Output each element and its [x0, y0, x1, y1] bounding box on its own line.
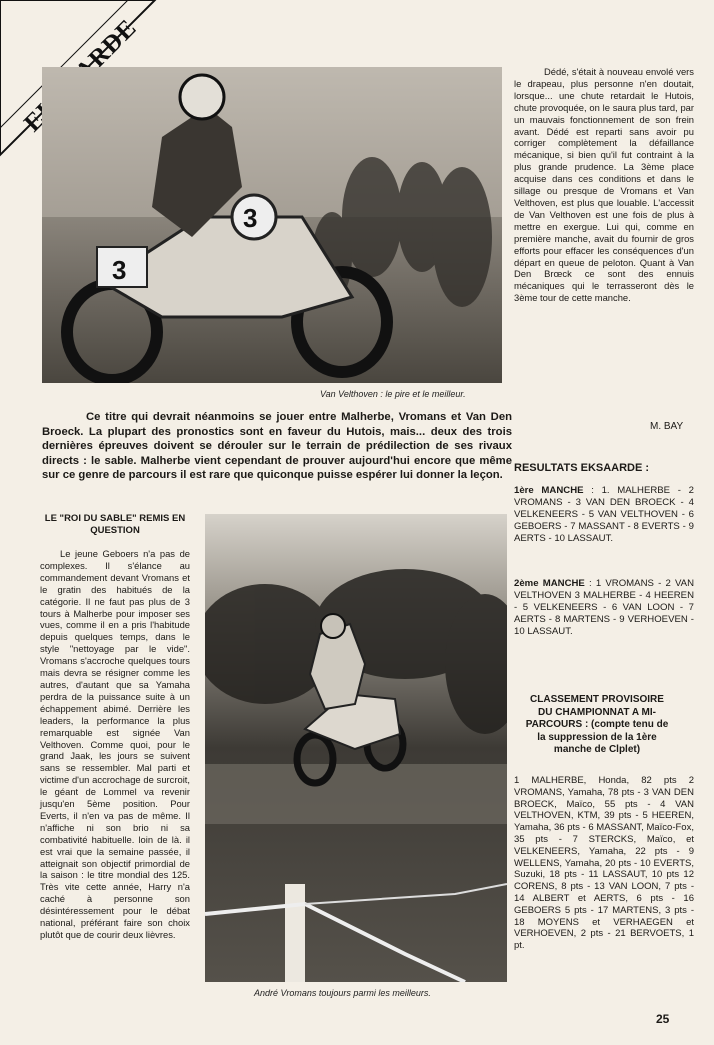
top-photo-caption: Van Velthoven : le pire et le meilleur. [320, 389, 466, 399]
bottom-photo-motocross [205, 514, 507, 982]
signature: M. BAY [650, 421, 684, 432]
svg-text:3: 3 [243, 203, 258, 233]
manche-1-text: : 1. MALHERBE - 2 VROMANS - 3 VAN DEN BROECK - 4 VELKENEERS - 5 VAN VELTHOVEN - 6 GEBOERS - 7 MASSANT - 8 EVERTS - 9 AERTS - 10 LASSAUT. [514, 485, 694, 544]
manche-2-label: 2ème MANCHE [514, 578, 585, 589]
results-manche-2 [514, 578, 694, 638]
manche-2-text: : 1 VROMANS - 2 VAN VELTHOVEN 3 MALHERBE - 4 HEEREN - 5 VELKENEERS - 6 VAN LOON - 7 AERTS - 8 MARTENS - 9 VERHOEVEN - 10 LASSAUT. [514, 578, 694, 637]
top-photo-motocross [42, 67, 502, 383]
left-column-body: Le jeune Geboers n'a pas de complexes. Il s'élance au commandement devant Vromans et le gratin des habitués de la catégorie. Il ne faut pas plus de 3 tours à Malherbe pour imposer ses vues, comme il en a pris l'habitude depuis quelques temps, dans le style "nettoyage par le vide". Vromans s'accroche quelques tours mais devra se résigner comme les autres, d'autant que sa Yamaha perdra de la puissance suite à un échappement abimé. Derrière les leaders, la performance la plus remarquable est signée Van Velthoven. Comme quoi, pour le grand Jaak, les jours se suivent sans se ressembler. Mal parti et victime d'un accrochage de surcroit, le géant de Lommel va revenir jusqu'en 5ème position. Pour Everts, il n'en va pas de même. Il n'affiche ni son brio ni sa combativité habituelle. loin de là. il est vrai que la semaine passée, il atteignait son objectif primordial de la saison : le titre mondial des 125. Très vite cette année, Harry n'a caché à personne son désintéressement pour le débat national, préférant faire son choix plutôt que de courir deux lièvres. [40, 548, 190, 940]
bottom-photo-caption: André Vromans toujours parmi les meilleurs. [254, 988, 431, 998]
right-column-intro: Dédé, s'était à nouveau envolé vers le drapeau, plus personne n'en doutait, lorsque... une chute retardait le Hutois, chute provoquée, on le saura plus tard, par un mauvais fonctionnement de son frein avant. Dédé est reparti sans avoir pu corriger complètement la défaillance mécanique, si bien qu'il fut contraint à la plus grande prudence. La 3ème place acquise dans ces conditions et dans le sillage ou presque de Vromans et Van Velthoven, est plus que louable. L'accessit de Van Velthoven est une fois de plus à mettre en exergue. Lui qui, comme en première manche, avait du fournir de gros efforts pour effacer les conséquences d'un départ en queue de peloton. Quant à Van Den Brœck ce sont des ennuis mécaniques qui le terrasseront dès le 3ème tour de cette manche. [514, 66, 694, 304]
results-manche-1 [514, 485, 694, 545]
standings-title: CLASSEMENT PROVISOIRE DU CHAMPIONNAT A MI-PARCOURS : (compte tenu de la suppression de la 1ère manche de Clplet) [525, 694, 669, 755]
standings-body: 1 MALHERBE, Honda, 82 pts 2 VROMANS, Yamaha, 78 pts - 3 VAN DEN BROECK, Maïco, 55 pts - 4 VAN VELTHOVEN, KTM, 39 pts - 5 HEEREN, Yamaha, 36 pts - 6 MASSANT, Maïco-Fox, 35 pts - 7 STERCKS, Maïco, et VELKENEERS, Yamaha, 22 pts - 9 WELLENS, Yamaha, 20 pts - 10 EVERTS, Suzuki, 18 pts - 11 LASSAUT, 10 pts 12 CORENS, 8 pts - 13 VAN LOON, 7 pts - 14 ALBERT et AERTS, 6 pts - 16 GEBOERS 5 pts - 17 MARTENS, 3 pts - 18 MOYENS et VERHAEGEN et VERHOEVEN, 2 pts - 21 BERVOETS, 1 pt. [514, 775, 694, 952]
lead-paragraph: Ce titre qui devrait néanmoins se jouer entre Malherbe, Vromans et Van Den Broeck. La plupart des pronostics sont en faveur du Hutois, mais... deux des trois dernières épreuves doivent se dérouler sur le terrain de prédilection de ses rivaux directs : le sable. Malherbe vient cependant de prouver aujourd'hui encore que même sur ce genre de parcours il est rare que quiconque puisse espérer lui donner la leçon. [42, 411, 512, 481]
page-number: 25 [656, 1012, 670, 1026]
manche-1-label: 1ère MANCHE [514, 485, 584, 496]
section-subtitle: LE "ROI DU SABLE" REMIS EN QUESTION [44, 513, 186, 536]
svg-text:3: 3 [112, 255, 127, 285]
results-title: RESULTATS EKSAARDE : [514, 462, 650, 474]
